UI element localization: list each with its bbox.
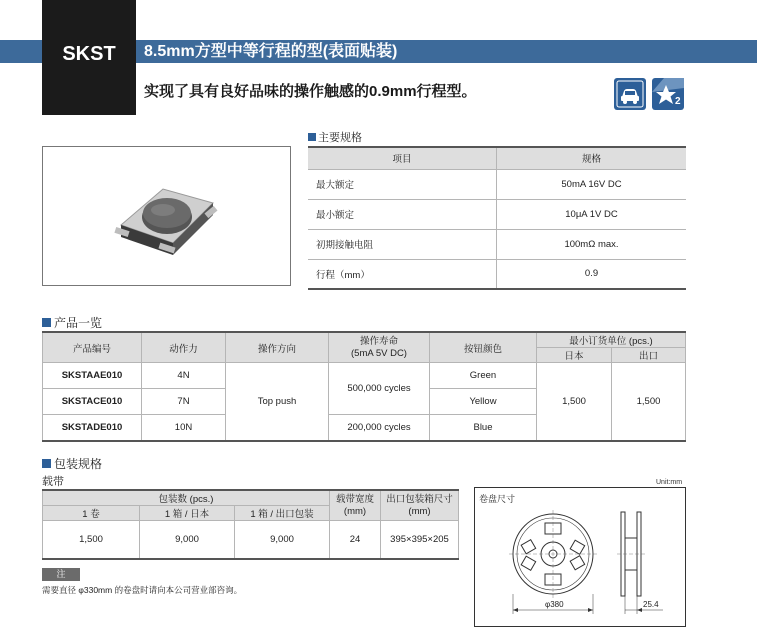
prod-col-life: 操作寿命 (5mA 5V DC)	[329, 332, 430, 363]
prod-col-export: 出口	[612, 348, 686, 363]
table-row	[308, 199, 686, 229]
reel-diameter-label: φ380	[545, 600, 564, 609]
pack-box-size: 395×395×205	[381, 521, 459, 559]
spec-value: 10μA 1V DC	[497, 199, 687, 229]
packing-section-title	[42, 455, 102, 472]
prod-color: Yellow	[430, 389, 537, 415]
spec-value: 50mA 16V DC	[497, 169, 687, 199]
unit-label: Unit:mm	[656, 479, 683, 486]
prod-color: Green	[430, 363, 537, 389]
spec-table	[308, 146, 686, 290]
product-photo-frame	[42, 146, 291, 286]
prod-code: SKSTACE010	[43, 389, 142, 415]
automotive-badge	[614, 78, 646, 110]
rank-number: 2	[675, 96, 681, 107]
pack-col-box-jp: 1 箱 / 日本	[140, 506, 235, 521]
spec-item: 初期接触电阻	[308, 229, 497, 259]
product-photo	[43, 147, 290, 285]
product-section-title	[42, 314, 102, 331]
prod-force: 10N	[142, 415, 226, 441]
prod-col-code: 产品编号	[43, 332, 142, 363]
reel-drawing-frame	[474, 487, 686, 627]
section-square-icon	[42, 459, 51, 468]
reel-title: 卷盘尺寸	[479, 494, 516, 504]
prod-col-moq: 最小订货单位 (pcs.)	[537, 332, 686, 348]
model-label: SKST	[62, 43, 116, 65]
spec-section-title-text: 主要规格	[318, 132, 362, 144]
table-row	[308, 229, 686, 259]
prod-force: 4N	[142, 363, 226, 389]
prod-col-japan: 日本	[537, 348, 612, 363]
product-table	[42, 331, 686, 442]
pack-box-jp-qty: 9,000	[140, 521, 235, 559]
product-section-title-text: 产品一览	[54, 316, 103, 330]
packing-table	[42, 489, 459, 560]
prod-code: SKSTADE010	[43, 415, 142, 441]
spec-value: 100mΩ max.	[497, 229, 687, 259]
prod-direction: Top push	[226, 363, 329, 441]
section-square-icon	[42, 318, 51, 327]
reel-width-label: 25.4	[643, 600, 659, 609]
pack-col-box-export: 1 箱 / 出口包装	[235, 506, 330, 521]
packing-type-label: 载带	[42, 476, 64, 488]
page-subtitle: 实现了具有良好品味的操作触感的0.9mm行程型。	[144, 83, 477, 100]
pack-reel-qty: 1,500	[43, 521, 140, 559]
pack-col-tape-width: 载带宽度 (mm)	[330, 490, 381, 521]
table-row	[43, 363, 686, 389]
page-title: 8.5mm方型中等行程的型(表面贴装)	[144, 43, 398, 60]
spec-section-title	[308, 129, 362, 145]
prod-life: 200,000 cycles	[329, 415, 430, 441]
pack-box-export-qty: 9,000	[235, 521, 330, 559]
table-row	[43, 521, 459, 559]
prod-moq-export: 1,500	[612, 363, 686, 441]
car-icon	[614, 78, 646, 110]
spec-value: 0.9	[497, 259, 687, 289]
spec-item: 最小额定	[308, 199, 497, 229]
prod-col-direction: 操作方向	[226, 332, 329, 363]
prod-color: Blue	[430, 415, 537, 441]
table-row	[308, 169, 686, 199]
packing-section-title-text: 包装规格	[54, 457, 103, 471]
pack-col-reel: 1 卷	[43, 506, 140, 521]
model-label-block	[42, 0, 136, 115]
section-square-icon	[308, 133, 316, 141]
pack-tape-width: 24	[330, 521, 381, 559]
table-row	[308, 259, 686, 289]
pack-col-qty: 包装数 (pcs.)	[43, 490, 330, 506]
note-text: 需要直径 φ330mm 的卷盘时请向本公司营业部咨询。	[42, 585, 243, 595]
spec-item: 最大额定	[308, 169, 497, 199]
spec-col-item: 项目	[308, 147, 497, 169]
prod-col-force: 动作力	[142, 332, 226, 363]
prod-code: SKSTAAE010	[43, 363, 142, 389]
pack-col-box-size: 出口包装箱尺寸 (mm)	[381, 490, 459, 521]
rank-badge	[652, 78, 684, 110]
prod-force: 7N	[142, 389, 226, 415]
note-tag: 注	[42, 568, 80, 581]
spec-item: 行程（mm）	[308, 259, 497, 289]
prod-col-color: 按钮颜色	[430, 332, 537, 363]
spec-col-spec: 规格	[497, 147, 687, 169]
prod-life: 500,000 cycles	[329, 363, 430, 415]
prod-moq-japan: 1,500	[537, 363, 612, 441]
